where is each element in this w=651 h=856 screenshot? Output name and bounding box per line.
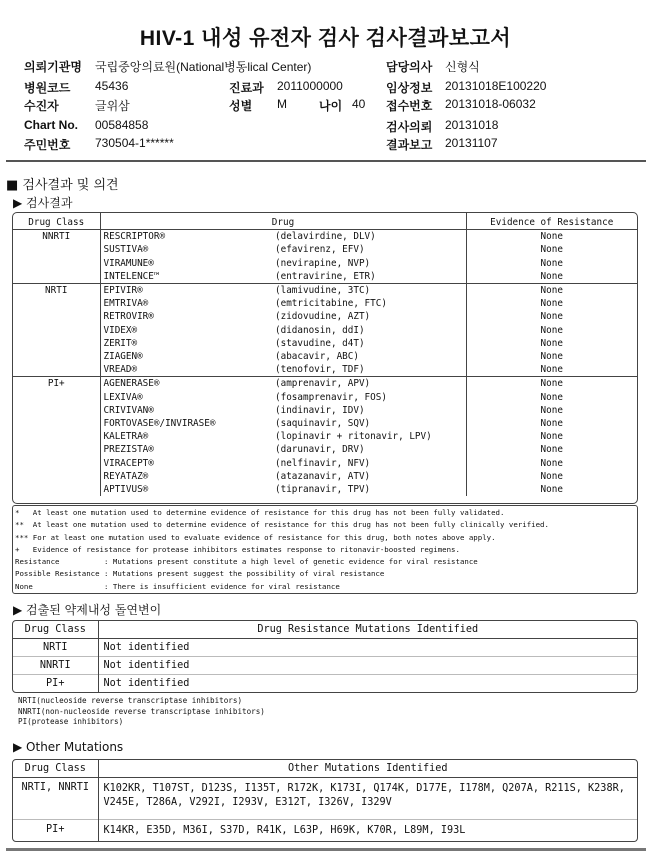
drug-generic-name: (nevirapine, NVP): [275, 257, 466, 270]
mutation-value-cell: Not identified: [103, 641, 190, 653]
mutation-row: [13, 638, 637, 656]
drug-row: [13, 284, 637, 298]
drug-row: [13, 483, 637, 496]
abbreviation-line: NNRTI(non-nucleoside reverse transcriptase inhibitors): [18, 706, 265, 716]
resistance-evidence: None: [540, 270, 563, 282]
chart-label: Chart No.: [24, 118, 78, 132]
drug-generic-name: (didanosin, ddI): [275, 324, 466, 337]
resistance-evidence: None: [540, 457, 563, 469]
drug-row: [13, 350, 637, 363]
sex-value: M: [277, 97, 287, 111]
section-main-heading: ■ 검사결과 및 의견: [6, 178, 119, 193]
mutation-value-cell: Not identified: [103, 677, 190, 689]
note-line: None : There is insufficient evidence for viral resistance: [15, 581, 340, 591]
report-value: 20131107: [445, 136, 498, 150]
resistance-evidence: None: [540, 378, 563, 390]
note-line: *** For at least one mutation used to evaluate evidence of resistance for this drug, both notes above apply.: [15, 532, 496, 542]
doctor-label: 담당의사: [386, 60, 433, 74]
drug-row: [13, 257, 637, 270]
footer-divider: [6, 848, 646, 851]
drug-generic-name: (tipranavir, TPV): [275, 483, 466, 496]
patient-value: 글위삼: [95, 99, 130, 113]
header-divider: [6, 160, 646, 162]
drug-generic-name: (emtricitabine, FTC): [275, 297, 466, 310]
mutation-table: [12, 620, 638, 693]
chart-value: 00584858: [95, 118, 149, 132]
doctor-value: 신형식: [445, 60, 480, 74]
resistance-evidence: None: [540, 351, 563, 363]
department-value: 2011000000: [277, 79, 343, 93]
receipt-label: 접수번호: [386, 99, 433, 113]
other-mutations-table: [12, 759, 638, 842]
hospital-code-value: 45436: [95, 79, 129, 93]
other-mutation-line: V245E, T286A, V292I, I293V, E312T, I326V, I329V: [103, 796, 392, 808]
drug-brand-name: AGENERASE®: [103, 378, 160, 390]
institution-value: 국립중앙의료원(National병동lical Center): [95, 60, 312, 74]
drug-row: [13, 457, 637, 470]
drug-brand-name: RESCRIPTOR®: [103, 231, 166, 243]
other-mutation-row: [13, 777, 637, 819]
note-line: Resistance : Mutations present constitute a high level of genetic evidence for viral resistance: [15, 557, 478, 567]
mutation-class-cell: NRTI: [13, 638, 98, 656]
resistance-evidence: None: [540, 311, 563, 323]
report-label: 결과보고: [386, 138, 433, 152]
resistance-evidence: None: [540, 470, 563, 482]
drug-brand-name: VIDEX®: [103, 324, 138, 336]
resistance-evidence: None: [540, 431, 563, 443]
drug-generic-name: (atazanavir, ATV): [275, 470, 466, 483]
mutation-table-body: [13, 638, 637, 692]
institution-label: 의뢰기관명: [24, 60, 82, 74]
note-line: Possible Resistance : Mutations present suggest the possibility of viral resistance: [15, 569, 385, 579]
resistance-evidence: None: [540, 298, 563, 310]
other-mutation-line: K14KR, E35D, M36I, S37D, R41K, L63P, H69K, K70R, L89M, I93L: [103, 824, 466, 836]
drug-brand-name: ZERIT®: [103, 337, 138, 349]
drug-generic-name: (tenofovir, TDF): [275, 363, 466, 377]
drug-generic-name: (stavudine, d4T): [275, 337, 466, 350]
resistance-evidence: None: [540, 324, 563, 336]
drug-row: [13, 270, 637, 284]
note-line: + Evidence of resistance for protease inhibitors estimates response to ritonavir-boosted regimens.: [15, 544, 460, 554]
other-col-identified: Other Mutations Identified: [288, 762, 448, 774]
abbreviation-list: [18, 696, 265, 728]
abbreviation-line: NRTI(nucleoside reverse transcriptase inhibitors): [18, 696, 243, 705]
drug-brand-name: APTIVUS®: [103, 484, 149, 496]
resistance-evidence: None: [540, 484, 563, 496]
drug-row: [13, 417, 637, 430]
drug-resistance-table: [12, 212, 638, 504]
notes-list: [15, 507, 549, 593]
department-label: 진료과: [229, 81, 264, 95]
drug-row: [13, 337, 637, 350]
drug-generic-name: (indinavir, IDV): [275, 404, 466, 417]
other-mutation-cell: [98, 777, 637, 819]
drug-brand-name: CRIVIVAN®: [103, 404, 154, 416]
age-label: 나이: [319, 99, 343, 113]
drug-brand-name: EMTRIVA®: [103, 298, 149, 310]
request-value: 20131018: [445, 118, 499, 132]
drug-row: [13, 404, 637, 417]
mutation-value-cell: Not identified: [103, 659, 190, 671]
drug-generic-name: (fosamprenavir, FOS): [275, 391, 466, 404]
drug-brand-name: VIRAMUNE®: [103, 257, 154, 269]
drug-generic-name: (zidovudine, AZT): [275, 310, 466, 323]
mut-col-class: Drug Class: [13, 621, 98, 638]
drug-brand-name: VIRACEPT®: [103, 457, 154, 469]
drug-row: [13, 430, 637, 443]
mut-col-identified: Drug Resistance Mutations Identified: [257, 623, 479, 635]
other-class-cell: NRTI, NNRTI: [13, 777, 98, 819]
resistance-evidence: None: [540, 244, 563, 256]
resistance-evidence: None: [540, 444, 563, 456]
note-line: ** At least one mutation used to determine evidence of resistance for this drug has not been fully clinically verified.: [15, 520, 549, 530]
hospital-code-label: 병원코드: [24, 81, 71, 95]
drug-row: [13, 363, 637, 377]
drug-generic-name: (amprenavir, APV): [275, 377, 466, 391]
resistance-evidence: None: [540, 391, 563, 403]
drug-row: [13, 443, 637, 456]
drug-generic-name: (darunavir, DRV): [275, 443, 466, 456]
drug-row: [13, 310, 637, 323]
drug-table-body: [13, 230, 637, 497]
rrn-value: 730504-1******: [95, 136, 174, 150]
section-other-heading: ▶ Other Mutations: [13, 740, 124, 754]
resistance-evidence: None: [540, 231, 563, 243]
drug-brand-name: LEXIVA®: [103, 391, 143, 403]
resistance-evidence: None: [540, 337, 563, 349]
other-mutation-cell: [98, 819, 637, 841]
drug-row: [13, 230, 637, 244]
drug-class-cell: NRTI: [13, 284, 100, 377]
other-mutation-row: [13, 819, 637, 841]
resistance-evidence: None: [540, 418, 563, 430]
patient-label: 수진자: [24, 99, 59, 113]
drug-brand-name: EPIVIR®: [103, 285, 143, 297]
drug-brand-name: KALETRA®: [103, 431, 149, 443]
other-mutation-line: K102KR, T107ST, D123S, I135T, R172K, K173I, Q174K, D177E, I178M, Q207A, R211S, K238R,: [103, 782, 625, 794]
drug-brand-name: ZIAGEN®: [103, 351, 143, 363]
drug-generic-name: (saquinavir, SQV): [275, 417, 466, 430]
section-result-heading: ▶ 검사결과: [13, 196, 73, 210]
drug-row: [13, 470, 637, 483]
resistance-evidence: None: [540, 404, 563, 416]
mutation-row: [13, 656, 637, 674]
drug-brand-name: VREAD®: [103, 364, 138, 376]
mutation-class-cell: PI+: [13, 674, 98, 692]
rrn-label: 주민번호: [24, 138, 71, 152]
drug-row: [13, 243, 637, 256]
resistance-evidence: None: [540, 285, 563, 297]
report-title: HIV-1 내성 유전자 검사 검사결과보고서: [139, 27, 512, 50]
drug-brand-name: FORTOVASE®/INVIRASE®: [103, 418, 216, 430]
mutation-class-cell: NNRTI: [13, 656, 98, 674]
drug-brand-name: INTELENCE™: [103, 270, 160, 282]
drug-generic-name: (entravirine, ETR): [275, 270, 466, 284]
request-label: 검사의뢰: [386, 120, 433, 134]
other-class-cell: PI+: [13, 819, 98, 841]
drug-row: [13, 324, 637, 337]
other-table-body: [13, 777, 637, 841]
col-drug: Drug: [100, 213, 466, 230]
drug-generic-name: (efavirenz, EFV): [275, 243, 466, 256]
drug-generic-name: (lopinavir + ritonavir, LPV): [275, 430, 466, 443]
mutation-row: [13, 674, 637, 692]
drug-brand-name: PREZISTA®: [103, 444, 154, 456]
resistance-evidence: None: [540, 257, 563, 269]
note-line: * At least one mutation used to determine evidence of resistance for this drug has not been fully validated.: [15, 508, 505, 517]
clinical-value: 20131018E100220: [445, 79, 547, 93]
sex-label: 성별: [229, 99, 253, 113]
drug-generic-name: (abacavir, ABC): [275, 350, 466, 363]
drug-generic-name: (delavirdine, DLV): [275, 230, 466, 244]
drug-class-cell: NNRTI: [13, 230, 100, 284]
drug-generic-name: (nelfinavir, NFV): [275, 457, 466, 470]
drug-row: [13, 377, 637, 391]
drug-brand-name: REYATAZ®: [103, 470, 149, 482]
col-evidence: Evidence of Resistance: [490, 217, 614, 228]
drug-brand-name: RETROVIR®: [103, 311, 154, 323]
drug-row: [13, 297, 637, 310]
drug-row: [13, 391, 637, 404]
col-drug-class: Drug Class: [13, 213, 100, 230]
drug-class-cell: PI+: [13, 377, 100, 496]
resistance-evidence: None: [540, 364, 563, 376]
abbreviation-line: PI(protease inhibitors): [18, 717, 124, 726]
clinical-label: 임상정보: [386, 81, 433, 95]
receipt-value: 20131018-06032: [445, 97, 536, 111]
section-mutations-heading: ▶ 검출된 약제내성 돌연변이: [13, 603, 162, 617]
drug-brand-name: SUSTIVA®: [103, 244, 149, 256]
drug-generic-name: (lamivudine, 3TC): [275, 284, 466, 298]
other-col-class: Drug Class: [13, 760, 98, 777]
age-value: 40: [352, 97, 366, 111]
